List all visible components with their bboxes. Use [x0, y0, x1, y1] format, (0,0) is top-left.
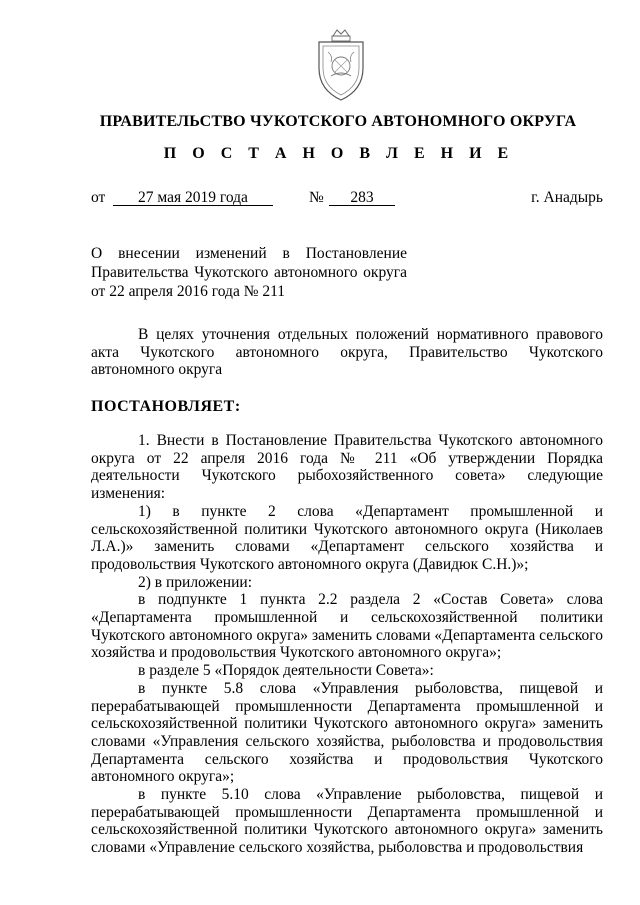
government-title: ПРАВИТЕЛЬСТВО ЧУКОТСКОГО АВТОНОМНОГО ОКРУГА [99, 113, 577, 130]
dateline [91, 189, 603, 209]
date-from-label: от [91, 189, 106, 206]
body-paragraph: в пункте 5.10 слова «Управление рыболовства, пищевой и перерабатывающей промышленности Департамента промышленной и сельскохозяйственной политики Чукотского автономного округа» заменить словами «Управление сельского хозяйства, рыболовства и продовольствия [91, 786, 603, 857]
body-paragraph: в подпункте 1 пункта 2.2 раздела 2 «Состав Совета» слова «Департамента промышленной и сельскохозяйственной политики Чукотского автономного округа» заменить словами «Департамента сельского хозяйства и продовольствия Чукотского автономного округа»; [91, 591, 603, 662]
preamble-text: В целях уточнения отдельных положений нормативного правового акта Чукотского автономного округа, Правительство Чукотского автономного округа [91, 326, 603, 379]
body-paragraph: 2) в приложении: [138, 573, 252, 591]
coat-of-arms-icon [311, 28, 371, 104]
preamble [91, 326, 603, 379]
document-body [91, 432, 603, 857]
body-paragraph: в разделе 5 «Порядок деятельности Совета»: [138, 662, 434, 680]
body-paragraph: 1. Внести в Постановление Правительства Чукотского автономного округа от 22 апреля 2016 года № 211 «Об утверждении Порядка деятельности Чукотского рыбохозяйственного совета» следующие изменения: [91, 432, 603, 503]
subject-line: от 22 апреля 2016 года № 211 [91, 283, 286, 300]
document-subject [91, 244, 407, 301]
document-number: 283 [329, 189, 395, 206]
number-label: № [309, 189, 324, 206]
body-paragraph: в пункте 5.8 слова «Управления рыболовства, пищевой и перерабатывающей промышленности Департамента промышленной и сельскохозяйственной политики Чукотского автономного округа» заменить словами «Управления сельского хозяйства, рыболовства и продовольствия Департамента сельского хозяйства и продовольствия Чукотского автономного округа»; [91, 679, 603, 786]
subject-line: О внесении изменений в Постановление [91, 245, 407, 262]
document-type-title: П О С Т А Н О В Л Е Н И Е [163, 145, 515, 162]
decree-heading: ПОСТАНОВЛЯЕТ: [91, 398, 241, 415]
document-city: г. Анадырь [531, 189, 603, 206]
subject-line: Правительства Чукотского автономного округа [91, 264, 407, 281]
body-paragraph: 1) в пункте 2 слова «Департамент промышленной и сельскохозяйственной политики Чукотского автономного округа (Николаев Л.А.)» заменить словами «Департамент сельского хозяйства и продовольствия Чукотского автономного округа (Давидюк С.Н.)»; [91, 502, 603, 573]
document-date: 27 мая 2019 года [113, 189, 273, 206]
